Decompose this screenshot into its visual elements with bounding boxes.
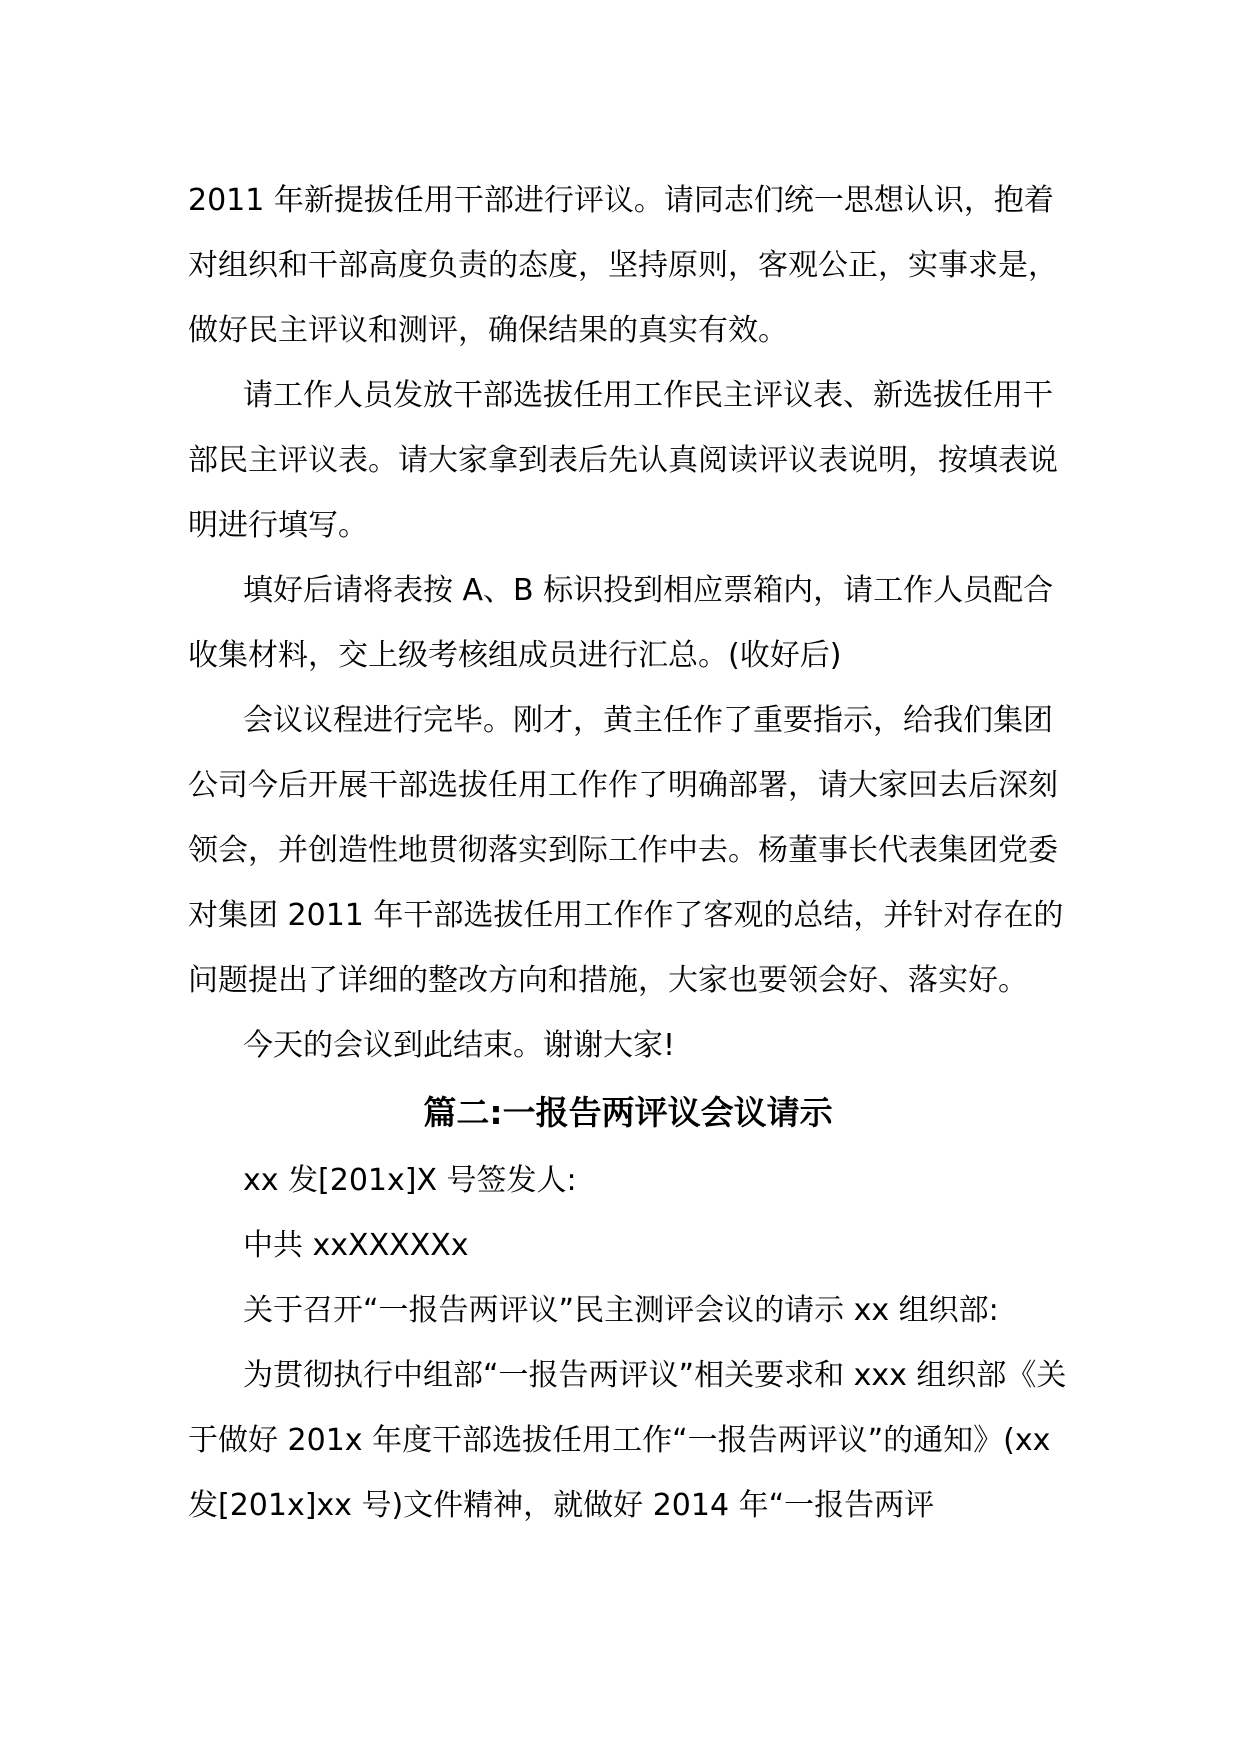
paragraph-continuation: 2011 年新提拔任用干部进行评议。请同志们统一思想认识，抱着对组织和干部高度负责的态度，坚持原则，客观公正，实事求是，做好民主评议和测评，确保结果的真实有效。 xyxy=(188,183,1058,348)
section-heading: 篇二:一报告两评议会议请示 xyxy=(423,1093,833,1132)
paragraph-ballot-collection: 填好后请将表按 A、B 标识投到相应票箱内，请工作人员配合收集材料，交上级考核组成员进行汇总。(收好后) xyxy=(188,573,1054,673)
paragraph-issuer: 中共 xxXXXXXx xyxy=(243,1228,469,1263)
paragraph-request-title: 关于召开“一报告两评议”民主测评会议的请示 xx 组织部: xyxy=(243,1293,999,1328)
paragraph-closing: 今天的会议到此结束。谢谢大家! xyxy=(243,1028,676,1063)
paragraph-form-distribution: 请工作人员发放干部选拔任用工作民主评议表、新选拔任用干部民主评议表。请大家拿到表后先认真阅读评议表说明，按填表说明进行填写。 xyxy=(188,378,1058,543)
paragraph-request-body: 为贯彻执行中组部“一报告两评议”相关要求和 xxx 组织部《关于做好 201x 年度干部选拔任用工作“一报告两评议”的通知》(xx 发[201x]xx 号)文件精神，就做好 2014 年“一报告两评 xyxy=(188,1358,1067,1523)
paragraph-meeting-summary: 会议议程进行完毕。刚才，黄主任作了重要指示，给我们集团公司今后开展干部选拔任用工作作了明确部署，请大家回去后深刻领会，并创造性地贯彻落实到际工作中去。杨董事长代表集团党委对集团 2011 年干部选拔任用工作作了客观的总结，并针对存在的问题提出了详细的整改方向和措施，大家也要领会好、落实好。 xyxy=(188,703,1064,998)
paragraph-document-number: xx 发[201x]X 号签发人: xyxy=(243,1163,577,1198)
document-body xyxy=(188,168,1068,1538)
